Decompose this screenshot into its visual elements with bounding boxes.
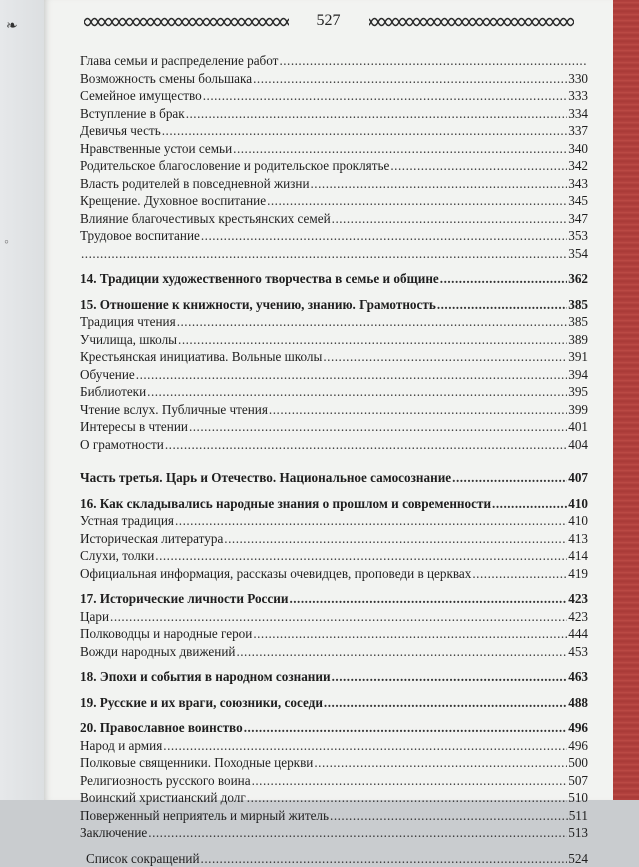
page-number: 527 — [44, 12, 613, 30]
toc-entry: ..... 354 — [80, 245, 588, 263]
toc-entry: Крестьянская инициатива. Вольные школы ..... 391 — [80, 348, 588, 366]
toc-entry: Народ и армия ..... 496 — [80, 737, 588, 755]
toc-entry: Родительское благословение и родительское проклятье ..... 342 — [80, 157, 588, 175]
toc-entry: Полковые священники. Походные церкви ..... 500 — [80, 754, 588, 772]
book-cover-edge — [613, 0, 639, 800]
toc-entry: Вожди народных движений ..... 453 — [80, 643, 588, 661]
toc-entry: Влияние благочестивых крестьянских семей ..... 347 — [80, 210, 588, 228]
toc-entry: Училища, школы ..... 389 — [80, 331, 588, 349]
toc-entry: Воинский христианский долг ..... 510 — [80, 789, 588, 807]
toc-part: Часть третья. Царь и Отечество. Национальное самосознание ..... 407 — [80, 469, 588, 487]
toc-entry: Возможность смены большака ..... 330 — [80, 70, 588, 88]
toc-entry: Библиотеки ..... 395 — [80, 383, 588, 401]
toc-entry: Власть родителей в повседневной жизни ..... 343 — [80, 175, 588, 193]
toc-entry: Официальная информация, рассказы очевидцев, проповеди в церквах ..... 419 — [80, 565, 588, 583]
toc-chapter: 18. Эпохи и события в народном сознании ..... 463 — [80, 668, 588, 686]
toc-entry: Историческая литература ..... 413 — [80, 530, 588, 548]
toc-entry: Список сокращений ..... 524 — [80, 850, 588, 867]
toc-entry: Трудовое воспитание ..... 353 — [80, 227, 588, 245]
toc-chapter: 17. Исторические личности России ..... 423 — [80, 590, 588, 608]
toc-entry: Глава семьи и распределение работ ..... — [80, 52, 588, 70]
toc-entry: Вступление в брак ..... 334 — [80, 105, 588, 123]
toc-entry: Семейное имущество ..... 333 — [80, 87, 588, 105]
toc-entry: Слухи, толки ..... 414 — [80, 547, 588, 565]
ornament-icon: ❧ — [6, 18, 18, 35]
toc-entry: Крещение. Духовное воспитание ..... 345 — [80, 192, 588, 210]
toc-entry: Устная традиция ..... 410 — [80, 512, 588, 530]
toc-entry: Традиция чтения ..... 385 — [80, 313, 588, 331]
toc-entry: О грамотности ..... 404 — [80, 436, 588, 454]
toc-entry: Обучение ..... 394 — [80, 366, 588, 384]
toc-entry: Поверженный неприятель и мирный житель ..... 511 — [80, 807, 588, 825]
adjacent-page-strip — [0, 0, 44, 800]
bleed-mark-icon: ◦ — [4, 235, 9, 251]
toc-entry: Чтение вслух. Публичные чтения ..... 399 — [80, 401, 588, 419]
toc-entry: Полководцы и народные герои ..... 444 — [80, 625, 588, 643]
toc-chapter: 14. Традиции художественного творчества в семье и общине ..... 362 — [80, 270, 588, 288]
toc-entry: Интересы в чтении ..... 401 — [80, 418, 588, 436]
table-of-contents — [80, 52, 588, 867]
toc-chapter: 16. Как складывались народные знания о прошлом и современности ..... 410 — [80, 495, 588, 513]
toc-entry: Нравственные устои семьи ..... 340 — [80, 140, 588, 158]
toc-entry: Заключение ..... 513 — [80, 824, 588, 842]
toc-chapter: 15. Отношение к книжности, учению, знанию. Грамотность ..... 385 — [80, 296, 588, 314]
toc-entry: Цари ..... 423 — [80, 608, 588, 626]
toc-chapter: 19. Русские и их враги, союзники, соседи ..... 488 — [80, 694, 588, 712]
toc-entry: Девичья честь ..... 337 — [80, 122, 588, 140]
toc-chapter: 20. Православное воинство ..... 496 — [80, 719, 588, 737]
toc-entry: Религиозность русского воина ..... 507 — [80, 772, 588, 790]
book-page — [44, 0, 613, 800]
